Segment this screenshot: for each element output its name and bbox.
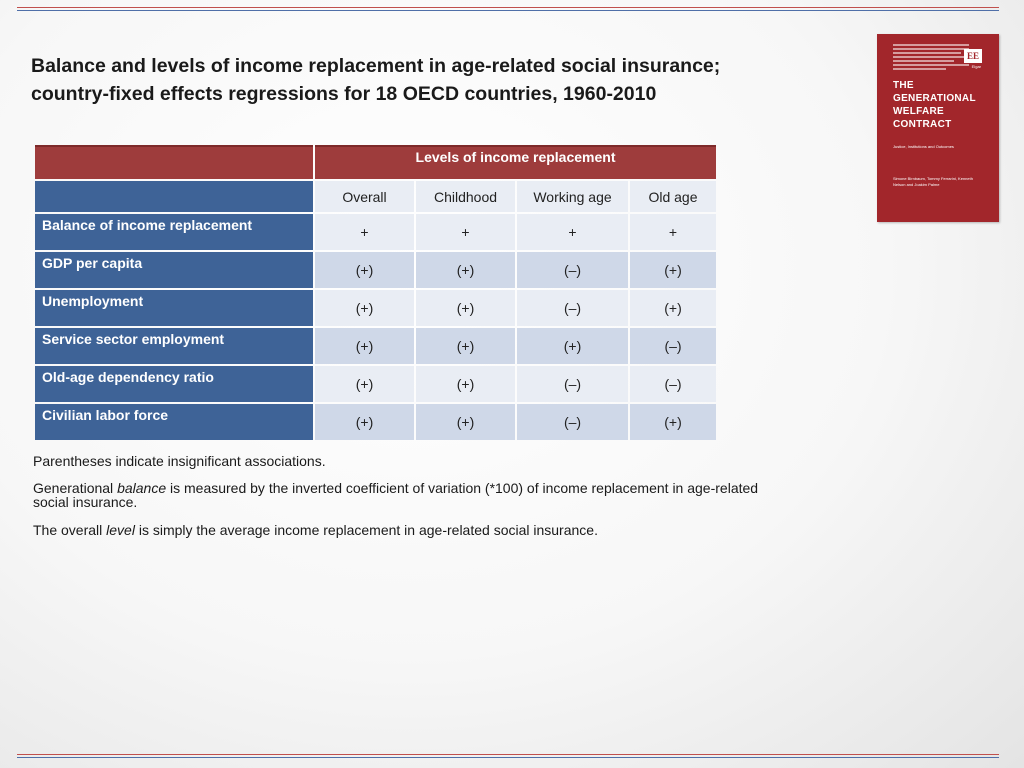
- title-line-1: Balance and levels of income replacement in age-related social insurance;: [31, 55, 721, 77]
- table-row: [35, 252, 716, 288]
- table-row: [35, 328, 716, 364]
- table-cell: (+): [416, 328, 515, 364]
- bottom-divider: [17, 754, 999, 758]
- table-cell: (+): [416, 366, 515, 402]
- table-cell: (+): [416, 404, 515, 440]
- note-level-post: is simply the average income replacement in age-related social insurance.: [134, 522, 598, 538]
- table-row: [35, 366, 716, 402]
- table-cell: +: [416, 214, 515, 250]
- slide-title: [31, 52, 831, 108]
- row-label: Balance of income replacement: [35, 214, 313, 250]
- table-cell: (+): [517, 328, 628, 364]
- footnotes: [33, 453, 773, 538]
- regression-table: [33, 143, 718, 442]
- publisher-sub: Elgar: [971, 64, 981, 69]
- note-level-term: level: [106, 522, 135, 538]
- col-header-overall: Overall: [315, 181, 414, 212]
- table-cell: (–): [517, 290, 628, 326]
- row-label: GDP per capita: [35, 252, 313, 288]
- book-subtitle: Justice, Institutions and Outcomes: [893, 144, 954, 149]
- column-header-row: [35, 181, 716, 212]
- book-title: THE GENERATIONAL WELFARE CONTRACT: [893, 80, 976, 130]
- top-divider: [17, 7, 999, 11]
- note-level-pre: The overall: [33, 522, 107, 538]
- table-cell: (+): [630, 290, 716, 326]
- group-header-row: [35, 145, 716, 179]
- note-balance-post: is measured by the inverted coefficient of variation (*100) of income replacement in age-related social insurance.: [33, 480, 759, 510]
- note-balance: [33, 481, 773, 509]
- col-header-old-age: Old age: [630, 181, 716, 212]
- table-cell: +: [315, 214, 414, 250]
- table-cell: (+): [315, 252, 414, 288]
- table-cell: (+): [315, 404, 414, 440]
- row-label: Unemployment: [35, 290, 313, 326]
- table-cell: (–): [517, 252, 628, 288]
- table-row: [35, 404, 716, 440]
- table-row: [35, 214, 716, 250]
- note-parentheses: Parentheses indicate insignificant associations.: [33, 453, 326, 469]
- row-label: Service sector employment: [35, 328, 313, 364]
- table-cell: (–): [630, 366, 716, 402]
- note-level: [33, 522, 773, 538]
- table-cell: (–): [630, 328, 716, 364]
- col-header-working-age: Working age: [517, 181, 628, 212]
- table-cell: +: [630, 214, 716, 250]
- table-row: [35, 290, 716, 326]
- note-balance-term: balance: [117, 480, 167, 496]
- row-label: Civilian labor force: [35, 404, 313, 440]
- title-line-2: country-fixed effects regressions for 18 OECD countries, 1960-2010: [31, 83, 657, 105]
- book-blurb-lines: [893, 44, 969, 72]
- book-authors: Simone Birnbaum, Tommy Ferrarini, Kenneth Nelson and Joakim Palme: [893, 176, 973, 187]
- table-cell: +: [517, 214, 628, 250]
- table-cell: (+): [630, 404, 716, 440]
- table-cell: (–): [517, 404, 628, 440]
- header-blank-cell: [35, 145, 313, 179]
- table-cell: (+): [315, 366, 414, 402]
- book-cover: [877, 34, 999, 222]
- row-label: Old-age dependency ratio: [35, 366, 313, 402]
- table-cell: (+): [416, 290, 515, 326]
- table-cell: (+): [416, 252, 515, 288]
- table-cell: (+): [630, 252, 716, 288]
- table-cell: (+): [315, 328, 414, 364]
- column-header-blank: [35, 181, 313, 212]
- table-cell: (–): [517, 366, 628, 402]
- table-cell: (+): [315, 290, 414, 326]
- publisher-logo: EE: [964, 49, 982, 63]
- levels-group-header: Levels of income replacement: [315, 145, 716, 179]
- col-header-childhood: Childhood: [416, 181, 515, 212]
- note-balance-pre: Generational: [33, 480, 118, 496]
